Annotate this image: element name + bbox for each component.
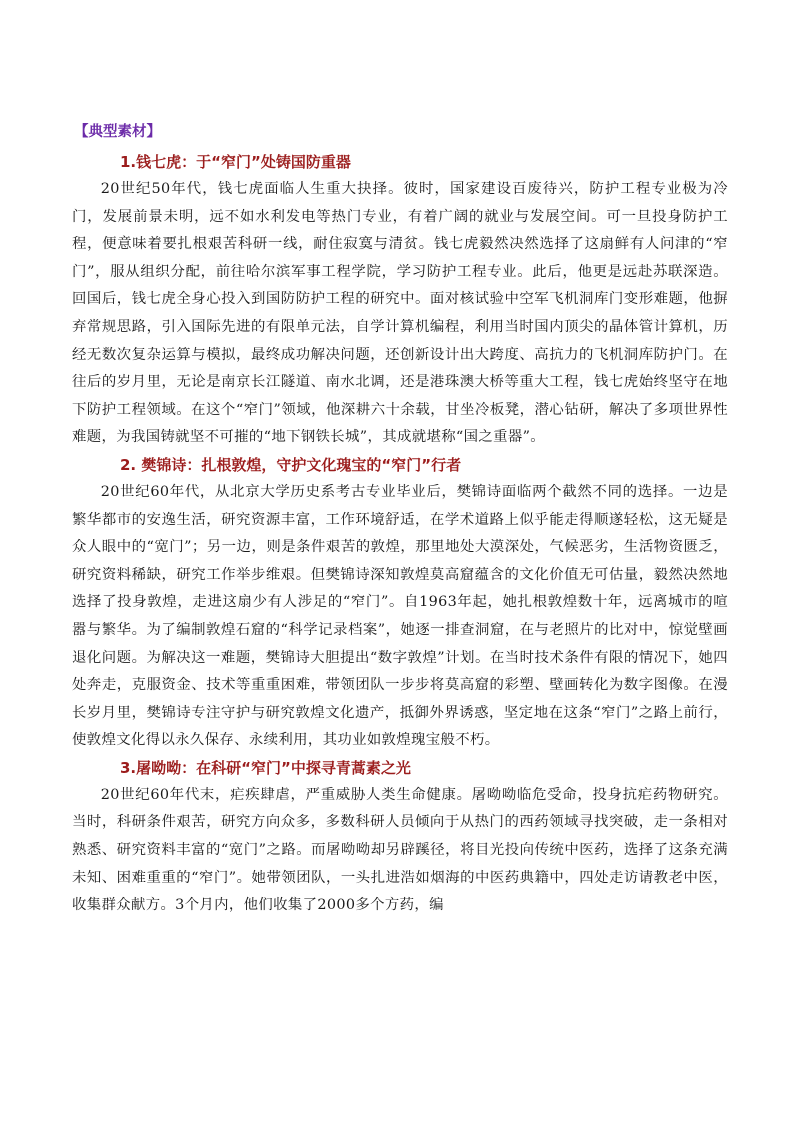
document-content bbox=[72, 119, 728, 920]
item-heading: 1.钱七虎：于“窄门”处铸国防重器 bbox=[120, 153, 351, 171]
item-heading: 3.屠呦呦：在科研“窄门”中探寻青蒿素之光 bbox=[120, 758, 411, 777]
item-heading: 2. 樊锦诗：扎根敦煌，守护文化瑰宝的“窄门”行者 bbox=[120, 455, 462, 474]
material-item-2 bbox=[72, 452, 728, 755]
material-item-1 bbox=[72, 149, 728, 452]
item-paragraph: 20世纪60年代，从北京大学历史系考古专业毕业后，樊锦诗面临两个截然不同的选择。一边是繁华都市的安逸生活，研究资源丰富，工作环境舒适，在学术道路上似乎能走得顺遂轻松，这无疑是众人眼中的“宽门”；另一边，则是条件艰苦的敦煌，那里地处大漠深处，气候恶劣，生活物资匮乏，研究资料稀缺，研究工作举步维艰。但樊锦诗深知敦煌莫高窟蕴含的文化价值无可估量，毅然决然地选择了投身敦煌，走进这扇少有人涉足的“窄门”。自1963年起，她扎根敦煌数十年，远离城市的喧嚣与繁华。为了编制敦煌石窟的“科学记录档案”，她逐一排查洞窟，在与老照片的比对中，惊觉壁画退化问题。为解决这一难题，樊锦诗大胆提出“数字敦煌”计划。在当时技术条件有限的情况下，她四处奔走，克服资金、技术等重重困难，带领团队一步步将莫高窟的彩塑、壁画转化为数字图像。在漫长岁月里，樊锦诗专注守护与研究敦煌文化遗产，抵御外界诱惑，坚定地在这条“窄门”之路上前行，使敦煌文化得以永久保存、永续利用，其功业如敦煌瑰宝般不朽。 bbox=[72, 483, 728, 749]
section-tag: 【典型素材】 bbox=[74, 124, 161, 140]
material-item-3 bbox=[72, 755, 728, 920]
item-paragraph: 20世纪50年代，钱七虎面临人生重大抉择。彼时，国家建设百废待兴，防护工程专业极为冷门，发展前景未明，远不如水利发电等热门专业，有着广阔的就业与发展空间。可一旦投身防护工程，便意味着要扎根艰苦科研一线，耐住寂寞与清贫。钱七虎毅然决然选择了这扇鲜有人问津的“窄门”，服从组织分配，前往哈尔滨军事工程学院，学习防护工程专业。此后，他更是远赴苏联深造。回国后，钱七虎全身心投入到国防防护工程的研究中。面对核试验中空军飞机洞库门变形难题，他摒弃常规思路，引入国际先进的有限单元法，自学计算机编程，利用当时国内顶尖的晶体管计算机，历经无数次复杂运算与模拟，最终成功解决问题，还创新设计出大跨度、高抗力的飞机洞库防护门。在往后的岁月里，无论是南京长江隧道、南水北调，还是港珠澳大桥等重大工程，钱七虎始终坚守在地下防护工程领域。在这个“窄门”领域，他深耕六十余载，甘坐冷板凳，潜心钻研，解决了多项世界性难题，为我国铸就坚不可摧的“地下钢铁长城”，其成就堪称“国之重器”。 bbox=[72, 181, 728, 446]
item-paragraph: 20世纪60年代末，疟疾肆虐，严重威胁人类生命健康。屠呦呦临危受命，投身抗疟药物研究。当时，科研条件艰苦，研究方向众多，多数科研人员倾向于从热门的西药领域寻找突破，走一条相对熟悉、研究资料丰富的“宽门”之路。而屠呦呦却另辟蹊径，将目光投向传统中医药，选择了这条充满未知、困难重重的“窄门”。她带领团队，一头扎进浩如烟海的中医药典籍中，四处走访请教老中医，收集群众献方。3个月内，他们收集了2000多个方药，编 bbox=[72, 786, 728, 914]
